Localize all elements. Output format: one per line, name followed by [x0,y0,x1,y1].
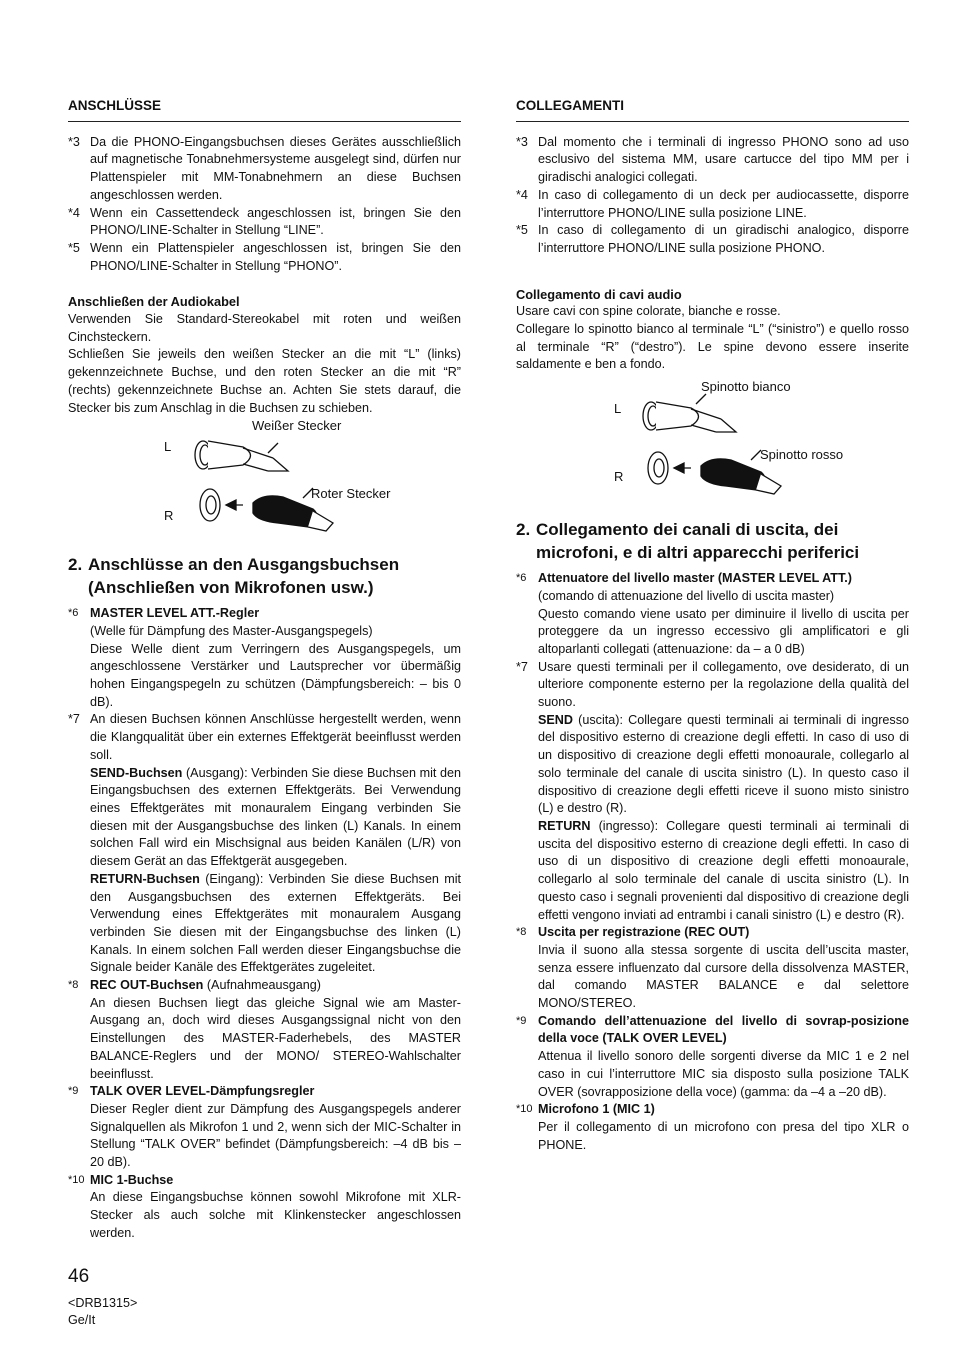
subsection-title: Anschließen der Audiokabel [68,294,240,310]
note-number: *3 [516,134,528,149]
note-number: *9 [516,1014,527,1027]
note-text: Questo comando viene usato per diminuire il livello di uscita per proteggere da un ingresso eccessivo gli amplificatori e gli altoparlanti collegati (attenuazione: da – a 0 dB) [538,606,909,656]
note-number: *6 [68,607,79,620]
note-text: Usare questi terminali per il collegamento, ove desiderato, di un ulteriore componente esterno per la regolazione della qualità del suono. [538,659,909,710]
note-item [516,659,909,925]
section-number: 2. [516,520,531,540]
note-title: MIC 1-Buchse [90,1172,174,1187]
rca-connection-diagram [516,379,909,508]
note-text: Diese Welle dient zum Verringern des Ausgangspegels, um angeschlossene Verstärker und Lautsprecher vor übermäßig hohen Eingangspegeln zu schützen (Dämpfungsbereich: – bis 0 dB). [90,641,461,709]
notes-list [516,134,909,258]
note-item [68,977,461,1083]
note-item [68,605,461,711]
send-text: (uscita): Collegare questi terminali ai terminali di ingresso del dispositivo esterno di creazione degli effetti. In caso di uso di un dispositivo di creazione degli effetti monoaurale, collegarlo al solo terminale del canale di uscita sinistro (L). In questo caso il dispositivo di creazione degli effetti riceve il suono misto sinistro (L) e destro (R). [538,712,909,816]
note-text: Wenn ein Plattenspieler angeschlossen ist, bringen Sie den PHONO/LINE-Schalter in Stellung “PHONO”. [90,240,461,273]
diagram-label-l: L [614,401,622,417]
note-text: Invia il suono alla stessa sorgente di uscita dell’uscita master, senza essere influenzato dal cursore della dissolvenza MASTER, dal comando MASTER BALANCE e dal selettore MONO/STEREO. [538,942,909,1011]
note-item [68,205,461,240]
note-number: *5 [516,223,528,238]
note-subtitle: (Welle für Dämpfung des Master-Ausgangspegels) [90,623,373,638]
note-text: An diesen Buchsen können Anschlüsse hergestellt werden, wenn die Klangqualität über ein externes Effektgerät beeinflusst werden soll. [90,712,461,762]
note-item [516,187,909,222]
note-number: *6 [516,572,527,585]
section-heading: COLLEGAMENTI [516,97,909,122]
note-text: Wenn ein Cassettendeck angeschlossen ist, bringen Sie den PHONO/LINE-Schalter in Stellung “LINE”. [90,205,461,238]
note-number: *4 [516,187,528,202]
section-title-line: microfoni, e di altri apparecchi periferici [536,543,860,563]
left-column [68,97,461,1243]
note-title-suffix: (Aufnahmeausgang) [203,978,321,993]
note-number: *9 [68,1085,79,1098]
return-text: (ingresso): Collegare questi terminali ai terminali di uscita del dispositivo esterno di creazione degli effetti. In caso di uso di un dispositivo di creazione degli effetti monoaurale, collegarlo al solo terminale del canale di uscita sinistro (L). In questo caso i segnali provenienti dal dispositivo di creazione degli effetti vengono inviati ad entrambi i canali sinistro (L) e destro (R). [538,818,909,922]
right-column [516,97,909,1154]
note-number: *8 [68,979,79,992]
diagram-label-r: R [614,469,624,485]
section-title-line: Collegamento dei canali di uscita, dei [536,520,839,540]
page-number: 46 [68,1266,90,1287]
note-title: Comando dell’attenuazione del livello di sovrap-posizione della voce (TALK OVER LEVEL) [538,1013,909,1046]
note-text: Dal momento che i terminali di ingresso PHONO sono ad uso esclusivo del sistema MM, usare cartucce del tipo MM per i giradischi analogici collegati. [538,134,909,185]
language-code: Ge/It [68,1313,96,1327]
section-title-line: (Anschließen von Mikrofonen usw.) [88,578,374,598]
note-item [516,222,909,257]
note-item [516,570,909,659]
send-text: (Ausgang): Verbinden Sie diese Buchsen mit den Eingangsbuchsen des externen Effektgeräts. Bei Verwendung eines Effektgerätes mit monauralem Eingang verbinden Sie diesen mit der Ausgangsbuchse des linken (L) Kanals. In einem solchen Fall wird ein Mischsignal aus beiden Kanälen (L/R) von diesem Gerät an das Effektgerät ausgegeben. [90,765,461,869]
note-number: *10 [68,1173,85,1186]
rca-plug-illustration [68,423,461,543]
return-text: (Eingang): Verbinden Sie diese Buchsen mit den Ausgangsbuchsen des externen Effektgeräts. Bei Verwendung eines Effektgerätes mit monauralem Ausgang verbinden Sie diesen mit der Eingangsbuchse des linken (L) Kanals. In einem solchen Fall werden dieser Eingangsbuchse die Signale beider Kanäle des Effektgerätes zugeleitet. [90,871,461,975]
note-item [516,1013,909,1102]
section-2-title [516,518,909,564]
note-title: REC OUT-Buchsen [90,978,204,993]
note-item [516,1101,909,1154]
note-text: In caso di collegamento di un deck per audiocassette, disporre l’interruttore PHONO/LINE sulla posizione LINE. [538,187,909,220]
note-number: *8 [516,926,527,939]
note-text: Per il collegamento di un microfono con presa del tipo XLR o PHONE. [538,1119,909,1152]
diagram-label-red-plug: Roter Stecker [311,486,391,502]
note-item [68,240,461,275]
diagram-label-r: R [164,508,174,524]
diagram-label-white-plug: Weißer Stecker [252,418,342,434]
paragraph: Collegare lo spinotto bianco al terminale “L” (“sinistro”) e quello rosso al terminale “R” (“destro”). Le spine devono essere inserite saldamente e ben a fondo. [516,322,909,372]
note-title: Uscita per registrazione (REC OUT) [538,925,750,940]
section-heading: ANSCHLÜSSE [68,97,461,122]
diagram-label-l: L [164,439,172,455]
return-title: RETURN [538,818,591,833]
note-title: TALK OVER LEVEL-Dämpfungsregler [90,1084,315,1099]
paragraph: Schließen Sie jeweils den weißen Stecker an die mit “L” (links) gekennzeichnete Buchse, und den roten Stecker an die mit “R” (rechts) gekennzeichnete Buchse an. Achten Sie stets darauf, die Stecker bis zum Anschlag in die Buchsen zu schieben. [68,347,461,415]
note-number: *7 [68,712,80,727]
rca-connection-diagram [68,418,461,543]
note-item [68,1083,461,1172]
subsection-title: Collegamento di cavi audio [516,286,682,302]
rca-plug-illustration [516,388,909,508]
note-text: Da die PHONO-Eingangsbuchsen dieses Gerätes ausschließlich auf magnetische Tonabnehmersysteme ausgelegt sind, dürfen nur Plattenspieler mit MM-Tonabnehmern an diese Buchsen angeschlossen werden. [90,134,461,202]
note-number: *3 [68,134,80,149]
section-number: 2. [68,555,83,575]
note-title: MASTER LEVEL ATT.-Regler [90,606,260,621]
send-title: SEND [538,712,573,727]
note-number: *4 [68,205,80,220]
section-title-line: Anschlüsse an den Ausgangsbuchsen [88,555,400,575]
note-item [68,134,461,205]
diagram-label-white-plug: Spinotto bianco [701,379,791,395]
note-item [68,1172,461,1243]
note-title: Microfono 1 (MIC 1) [538,1102,655,1117]
note-subtitle: (comando di attenuazione del livello di uscita master) [538,588,835,603]
note-text: Attenua il livello sonoro delle sorgenti diverse da MIC 1 e 2 nel caso in cui l’interruttore MIC sia disposto sulla posizione TALK OVER (sovrapposizione della voce) (gamma: da –4 a –20 dB). [538,1049,909,1099]
document-code: <DRB1315> [68,1296,138,1310]
note-number: *7 [516,659,528,674]
note-text: Dieser Regler dient zur Dämpfung des Ausgangspegels anderer Signalquellen als Mikrofon 1 und 2, wenn sich der MIC-Schalter in Stellung “TALK OVER” befindet (Dämpfungsbereich: –4 dB bis –20 dB). [90,1101,461,1170]
paragraph: Usare cavi con spine colorate, bianche e rosse. [516,304,781,319]
note-number: *10 [516,1103,533,1116]
return-title: RETURN-Buchsen [90,871,200,886]
note-text: In caso di collegamento di un giradischi analogico, disporre l’interruttore PHONO/LINE sulla posizione PHONO. [538,223,909,255]
note-item [68,711,461,977]
send-title: SEND-Buchsen [90,765,183,780]
paragraph: Verwenden Sie Standard-Stereokabel mit roten und weißen Cinchsteckern. [68,312,461,344]
note-number: *5 [68,240,80,255]
notes-list [68,134,461,276]
note-text: An diese Eingangsbuchse können sowohl Mikrofone mit XLR-Stecker als auch solche mit Klinkenstecker angeschlossen werden. [90,1190,461,1240]
note-title: Attenuatore del livello master (MASTER LEVEL ATT.) [538,571,852,586]
section-2-title [68,553,461,599]
note-item [516,134,909,187]
diagram-label-red-plug: Spinotto rosso [760,447,844,463]
note-text: An diesen Buchsen liegt das gleiche Signal wie am Master-Ausgang an, doch wird dieses Ausgangssignal nicht von den Einstellungen des MASTER-Faderhebels, des MASTER BALANCE-Reglers und der MONO/ STEREO-Wahlschalter beeinflusst. [90,995,461,1081]
note-item [516,924,909,1013]
